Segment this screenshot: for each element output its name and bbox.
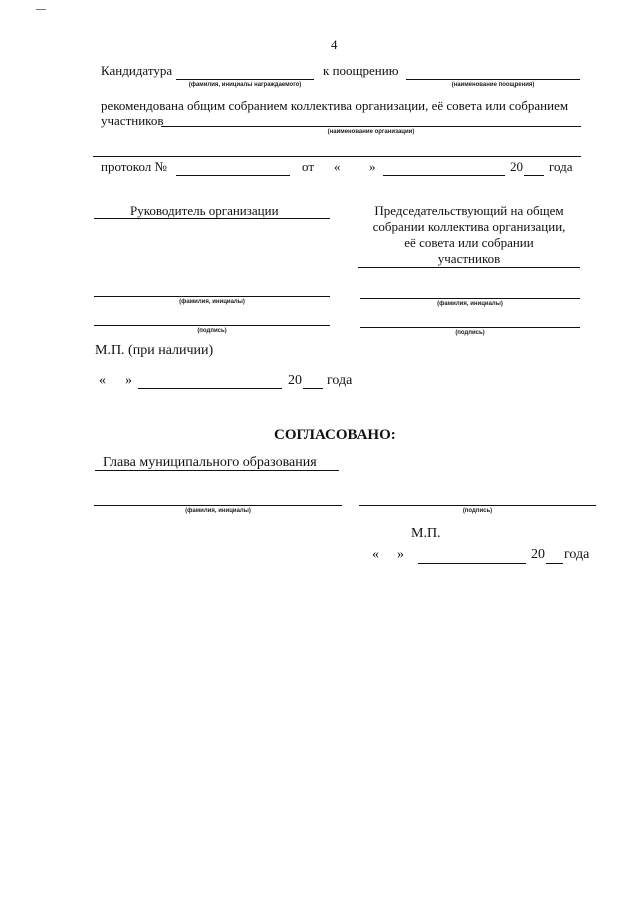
nominee-name-line[interactable] (176, 79, 314, 80)
date1-quote-close: » (125, 373, 132, 388)
mun-head-title: Глава муниципального образования (103, 455, 317, 470)
mun-head-underline (95, 470, 339, 471)
protocol-month-line[interactable] (383, 175, 505, 176)
mun-head-name-caption: (фамилия, инициалы) (185, 508, 251, 514)
recommended-text-2: участников (101, 113, 164, 128)
award-name-caption: (наименование поощрения) (451, 82, 535, 88)
protocol-quote-close: » (369, 159, 376, 174)
head-of-org-underline (94, 218, 330, 219)
approved-year-line[interactable] (546, 563, 563, 564)
date1-quote-open: « (99, 373, 106, 388)
toward-label: к поощрению (323, 63, 399, 78)
date1-month-line[interactable] (138, 388, 282, 389)
head-sign-caption: (подпись) (197, 328, 227, 334)
chair-name-caption: (фамилия, инициалы) (437, 301, 503, 307)
chair-title-1: Председательствующий на общем (374, 203, 564, 218)
org-name-caption: (наименование организации) (327, 129, 415, 135)
chair-sign-line[interactable] (360, 327, 580, 328)
approved-month-line[interactable] (418, 563, 526, 564)
chair-title-underline (358, 267, 580, 268)
approved-stamp: М.П. (411, 526, 441, 541)
head-sign-line[interactable] (94, 325, 330, 326)
mun-head-sign-caption: (подпись) (462, 508, 493, 514)
chair-title-2: собрании коллектива организации, (372, 219, 566, 234)
chair-title-3: её совета или собрании (404, 235, 534, 250)
date1-year-line[interactable] (303, 388, 323, 389)
head-of-org-title: Руководитель организации (130, 203, 279, 218)
chair-sign-caption: (подпись) (455, 330, 485, 336)
chair-title-4: участников (437, 251, 501, 266)
protocol-from: от (302, 159, 315, 174)
protocol-year-line[interactable] (524, 175, 544, 176)
approved-quote-close: » (397, 547, 404, 562)
approved-quote-open: « (372, 547, 379, 562)
protocol-number-line[interactable] (176, 175, 290, 176)
approved-heading: СОГЛАСОВАНО: (274, 427, 396, 443)
org-name-line[interactable] (161, 126, 581, 127)
page-number: 4 (331, 37, 338, 52)
date1-year-word: года (327, 373, 353, 388)
approved-year-word: года (564, 547, 590, 562)
mun-head-sign-line[interactable] (359, 505, 596, 506)
scan-corner-mark (36, 9, 46, 10)
recommended-text-1: рекомендована общим собранием коллектива организации, её совета или собранием (101, 98, 569, 113)
date1-year: 20 (288, 373, 302, 388)
org-name-line-2[interactable] (93, 156, 581, 157)
approved-year: 20 (531, 547, 545, 562)
head-name-line[interactable] (94, 296, 330, 297)
nominee-name-caption: (фамилия, инициалы награждаемого) (188, 82, 302, 88)
protocol-quote-open: « (334, 159, 341, 174)
chair-name-line[interactable] (360, 298, 580, 299)
protocol-label: протокол № (101, 159, 167, 174)
candidacy-label: Кандидатура (101, 63, 173, 78)
protocol-year: 20 (510, 159, 523, 174)
protocol-year-word: года (549, 159, 573, 174)
mun-head-name-line[interactable] (94, 505, 342, 506)
stamp-note: М.П. (при наличии) (95, 343, 214, 358)
head-name-caption: (фамилия, инициалы) (179, 299, 245, 305)
award-name-line[interactable] (406, 79, 580, 80)
